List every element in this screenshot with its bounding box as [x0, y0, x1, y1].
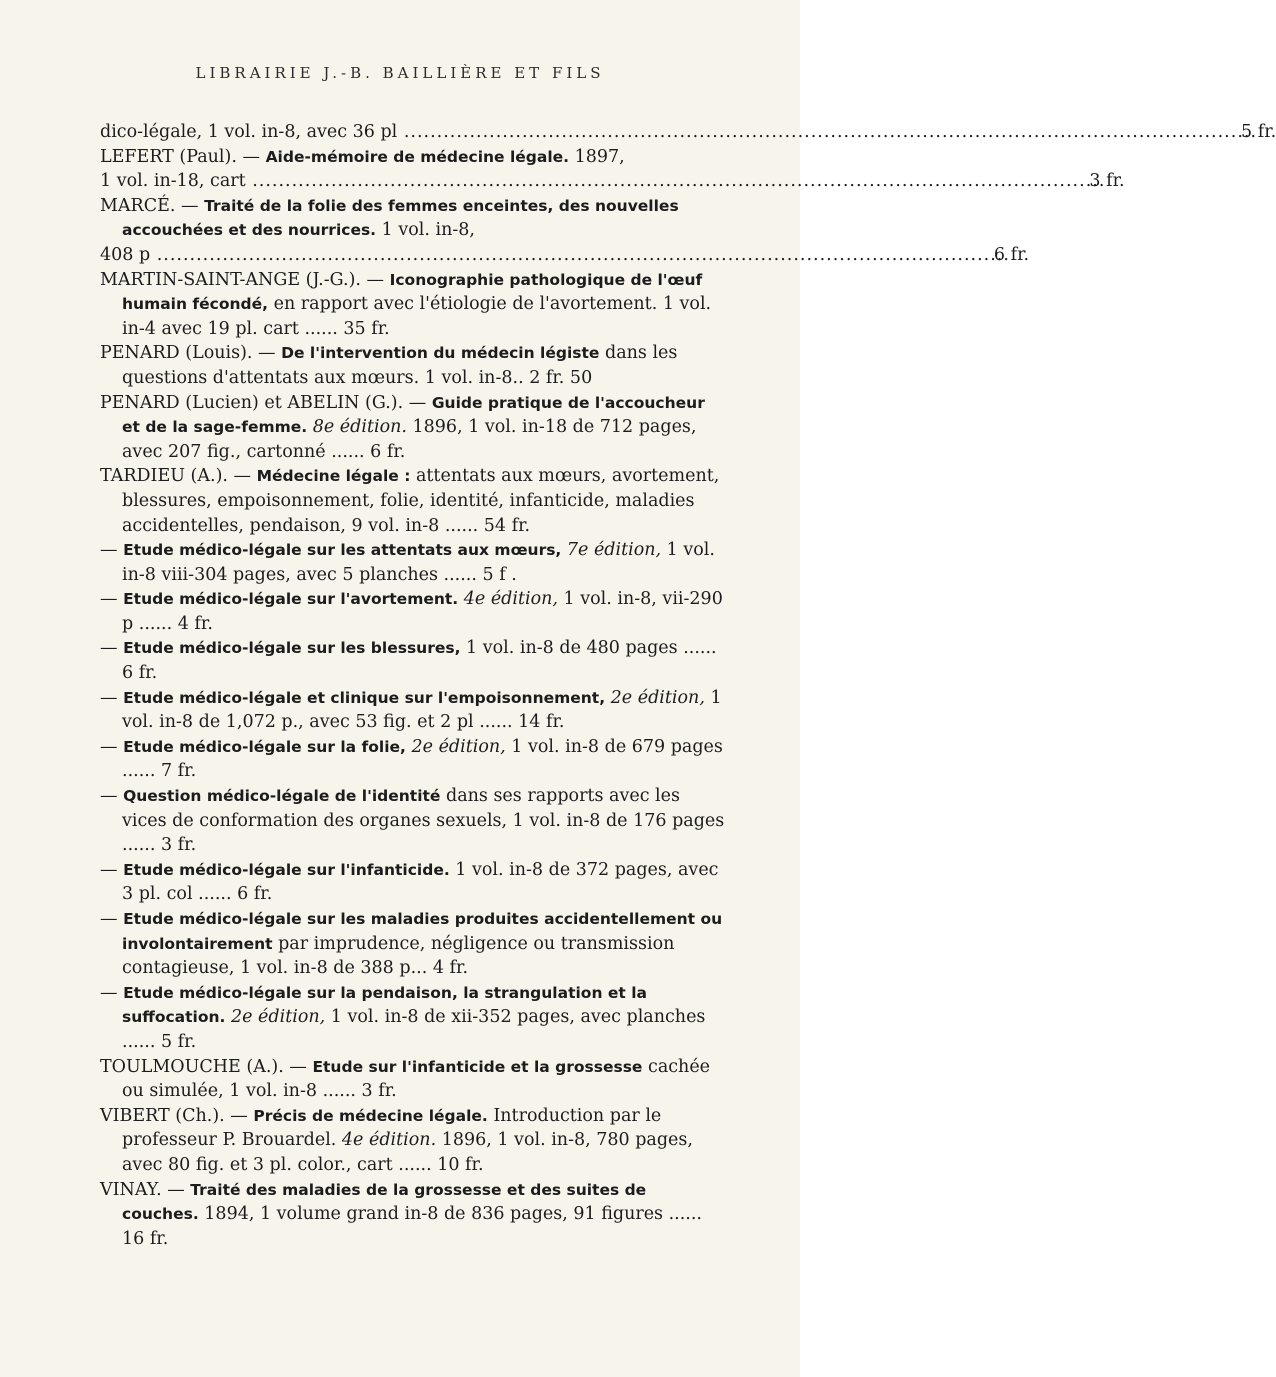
entry-title: Etude sur l'infanticide et la grossesse [312, 1057, 643, 1076]
entry-author: — [100, 909, 124, 929]
catalog-entry [100, 341, 725, 390]
entry-text: dans les questions d'attentats aux mœurs. 1 vol. in-8.. 2 fr. 50 [122, 343, 678, 388]
entry-price: ...... [439, 515, 484, 536]
entry-author: PENARD (Louis). — [100, 343, 282, 364]
entry-author: — [100, 540, 124, 561]
entry-author: — [100, 859, 124, 880]
entry-text: 1 vol. in-8 viii-304 pages, avec 5 planches [122, 540, 715, 585]
entry-text: 1 vol. in-8, vii-290 p [122, 589, 723, 634]
entry-text: par imprudence, négligence ou transmission contagieuse, 1 vol. in-8 de 388 p... 4 fr. [122, 933, 675, 979]
entry-price: ...... [437, 564, 483, 585]
entry-price: 3 fr. [1089, 171, 1125, 192]
entry-title: De l'intervention du médecin légiste [281, 344, 600, 363]
entry-edition: 2e édition, [605, 687, 705, 708]
entry-price: ...... [677, 638, 717, 659]
entry-text: 1 vol. in-8, [376, 220, 475, 241]
catalog-entries [100, 120, 1276, 1251]
entry-text: en rapport avec l'étiologie de l'avortement. 1 vol. in-4 avec 19 pl. cart [122, 294, 712, 339]
entry-author: LEFERT (Paul). — [100, 146, 266, 167]
entry-text: 1 vol. in-8 de 679 pages [505, 736, 723, 757]
entry-title: Iconographie pathologique de l'œuf humain fécondé, [122, 270, 703, 314]
entry-text: 1894, 1 volume grand in-8 de 836 pages, 91 figures [198, 1204, 664, 1225]
entry-price: ...... [473, 712, 519, 733]
entry-text: cachée ou simulée, 1 vol. in-8 [122, 1056, 711, 1102]
catalog-entry [100, 981, 725, 1055]
entry-text: 1896, 1 vol. in-8, 780 pages, avec 80 fig. et 3 pl. color., cart [122, 1130, 693, 1175]
entry-price: ...... [663, 1204, 702, 1225]
catalog-entry [100, 907, 725, 981]
entry-edition: 2e édition, [405, 736, 506, 757]
entry-title: Etude médico-légale sur la folie, [123, 737, 406, 756]
entry-text: 1896, 1 vol. in-18 de 712 pages, avec 207 fig., cartonné [122, 417, 697, 462]
entry-author: VINAY. — [100, 1179, 191, 1200]
entry-author: — [100, 736, 124, 757]
entry-price: 14 fr. [518, 712, 565, 733]
publisher-header: LIBRAIRIE J.-B. BAILLIÈRE ET FILS [195, 64, 605, 82]
entry-author: TOULMOUCHE (A.). — [100, 1056, 313, 1077]
entry-title: Etude médico-légale sur les maladies produites accidentellement ou involontairement [122, 910, 723, 953]
entry-text: 408 p ..... [122, 243, 1010, 268]
catalog-entry [100, 1104, 725, 1178]
entry-text: 1 vol. in-8 de xii-352 pages, avec planches [325, 1007, 706, 1028]
entry-text: dans ses rapports avec les vices de conformation des organes sexuels, 1 vol. in-8 de 176 pages [122, 786, 725, 831]
catalog-entry [100, 587, 725, 636]
entry-price: 5 fr. [1241, 122, 1276, 142]
entry-price: ...... [298, 318, 344, 339]
entry-author: MARCÉ. — [100, 195, 205, 216]
entry-text: attentats aux mœurs, avortement, blessures, empoisonnement, folie, identité, infanticide, maladies accidentelles, pendaison, 9 vol. in-8 [122, 466, 720, 536]
catalog-entry [100, 120, 1276, 145]
entry-author: — [100, 638, 124, 659]
entry-text: dico-légale, 1 vol. in-8, avec 36 pl ..... [122, 120, 1257, 145]
entry-text: 1897, [569, 146, 625, 167]
entry-price: 6 fr. [993, 244, 1030, 265]
entry-price: 16 fr. [122, 1228, 169, 1249]
entry-price: ...... [122, 835, 161, 856]
entry-title: Question médico-légale de l'identité [123, 787, 441, 806]
entry-price: 6 fr. [237, 884, 273, 905]
entry-title: Précis de médecine légale. [253, 1106, 488, 1125]
catalog-entry [100, 268, 725, 342]
entry-price: 35 fr. [343, 318, 390, 339]
entry-price: ...... [133, 613, 178, 634]
catalog-entry [100, 735, 725, 784]
entry-price: ...... [392, 1154, 438, 1175]
entry-text: Introduction par le professeur P. Brouardel. [122, 1105, 662, 1151]
entry-price: ...... [122, 761, 161, 782]
entry-title: Guide pratique de l'accoucheur et de la sage-femme. [122, 393, 705, 437]
entry-edition: 8e édition. [307, 417, 407, 438]
entry-author: — [100, 589, 124, 610]
entry-author: PENARD (Lucien) et ABELIN (G.). — [100, 392, 432, 413]
entry-text: 1 vol. in-18, cart ..... [122, 169, 1105, 194]
entry-author: — [100, 786, 124, 807]
catalog-entry [100, 194, 725, 243]
entry-price: ...... [325, 441, 371, 462]
entry-price: ...... [122, 1031, 161, 1052]
entry-author: — [100, 982, 124, 1003]
entry-price: 3 fr. [160, 835, 197, 856]
catalog-entry [100, 1055, 725, 1104]
catalog-entry [100, 391, 725, 465]
catalog-entry [100, 464, 725, 538]
entry-price: 3 fr. [361, 1081, 397, 1102]
catalog-entry [100, 1178, 725, 1252]
entry-author: — [100, 687, 124, 708]
entry-title: Traité de la folie des femmes enceintes, des nouvelles accouchées et des nourrices. [122, 196, 679, 240]
catalog-entry [100, 858, 725, 907]
entry-title: Etude médico-légale et clinique sur l'empoisonnement, [123, 688, 606, 707]
entry-text: 1 vol. in-8 de 1,072 p., avec 53 fig. et 2 pl [122, 687, 722, 733]
entry-edition: 2e édition, [225, 1007, 326, 1028]
entry-title: Aide-mémoire de médecine légale. [265, 147, 570, 166]
catalog-entry-continued [100, 243, 1030, 268]
entry-text: 1 vol. in-8 de 372 pages, avec 3 pl. col [122, 859, 719, 905]
entry-price: 54 fr. [483, 515, 531, 536]
entry-text: 1 vol. in-8 de 480 pages [460, 638, 678, 659]
catalog-entry-continued [100, 169, 1125, 194]
entry-title: Etude médico-légale sur l'infanticide. [123, 860, 450, 879]
entry-author: MARTIN-SAINT-ANGE (J.-G.). — [100, 269, 390, 290]
entry-price: 4 fr. [177, 613, 213, 634]
entry-price: ...... [192, 884, 238, 905]
entry-title: Traité des maladies de la grossesse et des suites de couches. [122, 1180, 647, 1224]
entry-edition: 7e édition, [561, 540, 662, 561]
entry-price: 7 fr. [160, 761, 197, 782]
catalog-entry [100, 145, 725, 170]
entry-author: VIBERT (Ch.). — [100, 1105, 254, 1126]
entry-author: TARDIEU (A.). — [100, 466, 257, 487]
catalog-entry [100, 784, 725, 858]
entry-price: 5 fr. [160, 1031, 197, 1052]
catalog-entry [100, 636, 725, 685]
entry-title: Etude médico-légale sur les attentats aux mœurs, [123, 541, 562, 560]
entry-price: 6 fr. [122, 663, 158, 684]
catalog-entry [100, 686, 725, 735]
entry-edition: 4e édition, [458, 589, 558, 610]
entry-title: Médecine légale : [256, 467, 411, 486]
entry-title: Etude médico-légale sur les blessures, [123, 639, 461, 658]
entry-price: ...... [317, 1081, 362, 1102]
entry-price: 10 fr. [437, 1154, 484, 1175]
entry-title: Etude médico-légale sur l'avortement. [123, 590, 459, 609]
entry-price: 6 fr. [370, 441, 406, 462]
entry-edition: 4e édition. [336, 1130, 437, 1151]
catalog-entry [100, 538, 725, 587]
entry-title: Etude médico-légale sur la pendaison, la strangulation et la suffocation. [122, 983, 647, 1027]
entry-price: 5 f . [482, 564, 517, 585]
